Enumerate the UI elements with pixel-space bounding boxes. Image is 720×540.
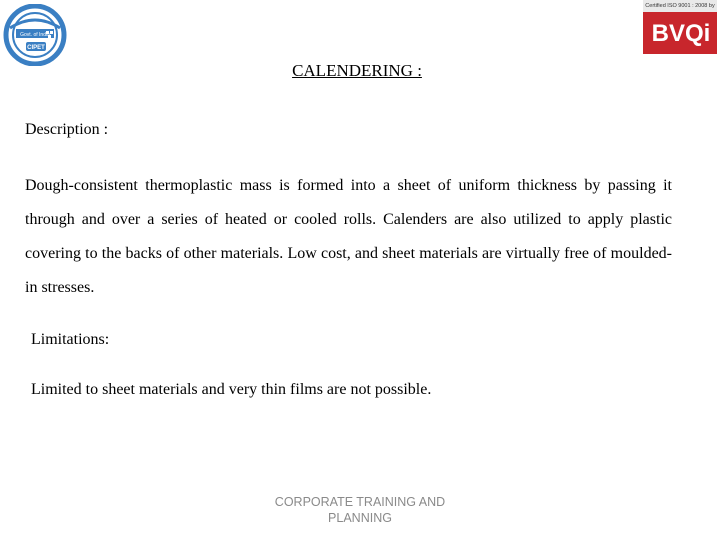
footer [260,494,460,526]
slide-title: CALENDERING : [292,61,422,80]
footer-line-1: CORPORATE TRAINING AND [274,495,446,509]
description-label: Description : [25,121,109,138]
cipet-logo-text: CIPET [27,45,45,51]
footer-line-2: PLANNING [328,511,392,525]
limitations-label: Limitations: [31,331,110,348]
cipet-logo-subtext: Govt. of India [20,32,50,38]
cipet-logo-icon [2,4,68,66]
bvqi-certification-caption: Certified ISO 9001 : 2008 by [643,0,717,12]
bvqi-logo-mark [651,16,711,46]
description-paragraph: Dough-consistent thermoplastic mass is formed into a sheet of uniform thickness by passing it through and over a series of heated or cooled rolls. Calenders are also utilized to apply plastic covering to the backs of other materials. Low cost, and sheet materials are virtually free of moulded-in stresses. [25,177,672,296]
bvqi-logo-text: BVQi [651,20,711,46]
limitations-text: Limited to sheet materials and very thin films are not possible. [31,381,432,398]
bvqi-logo-icon [643,0,717,54]
